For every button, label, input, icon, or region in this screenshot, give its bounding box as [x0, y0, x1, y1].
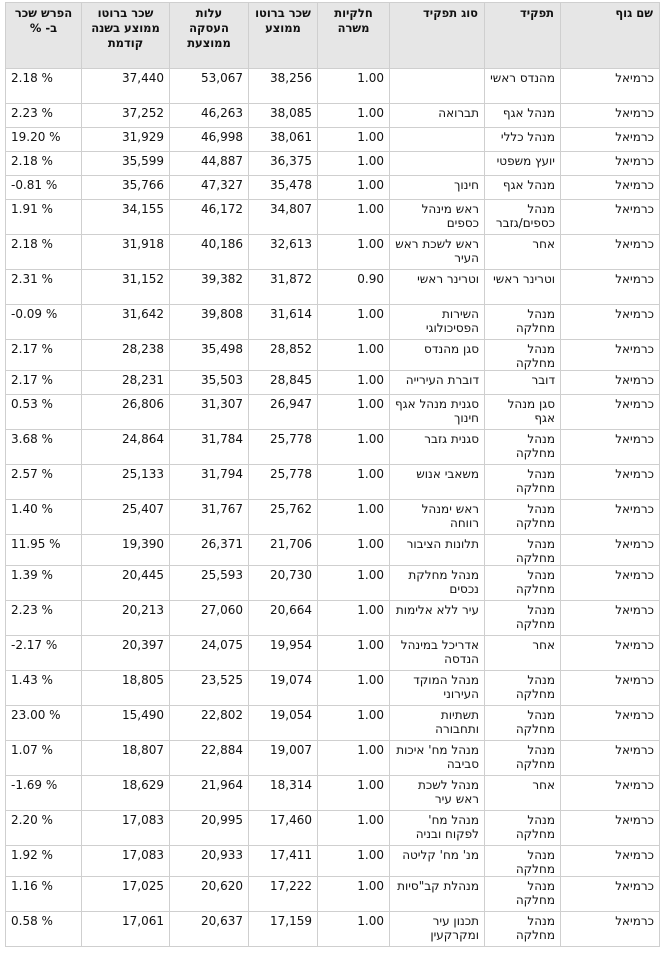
prev-avg-gross-cell: 17,061 — [82, 912, 170, 947]
position-share-cell: 1.00 — [318, 776, 390, 811]
role-cell: מנהל מחלקה — [485, 671, 561, 706]
avg-cost-cell: 31,784 — [170, 430, 249, 465]
role-cell: מנהל אגף — [485, 104, 561, 128]
body-name-cell: כרמיאל — [561, 671, 660, 706]
role-type-cell: מנהל מח' לפקוח ובניה — [390, 811, 485, 846]
body-name-cell: כרמיאל — [561, 706, 660, 741]
avg-cost-cell: 35,503 — [170, 371, 249, 395]
role-type-cell: תברואה — [390, 104, 485, 128]
avg-gross-cell: 34,807 — [249, 200, 318, 235]
position-share-cell: 1.00 — [318, 152, 390, 176]
avg-cost-cell: 24,075 — [170, 636, 249, 671]
avg-gross-cell: 19,954 — [249, 636, 318, 671]
avg-cost-cell: 46,263 — [170, 104, 249, 128]
diff-pct-cell: 2.57 % — [6, 465, 82, 500]
position-share-cell: 1.00 — [318, 128, 390, 152]
avg-gross-cell: 26,947 — [249, 395, 318, 430]
header-prev-avg-gross: שכר ברוטו ממוצע בשנה קודמת — [82, 3, 170, 69]
role-cell: מנהל מחלקה — [485, 305, 561, 340]
diff-pct-cell: 2.18 % — [6, 235, 82, 270]
prev-avg-gross-cell: 17,025 — [82, 877, 170, 912]
table-row — [6, 305, 660, 340]
prev-avg-gross-cell: 37,440 — [82, 69, 170, 104]
role-cell: מנהל מחלקה — [485, 340, 561, 371]
avg-cost-cell: 22,802 — [170, 706, 249, 741]
body-name-cell: כרמיאל — [561, 430, 660, 465]
prev-avg-gross-cell: 31,642 — [82, 305, 170, 340]
diff-pct-cell: 1.07 % — [6, 741, 82, 776]
avg-cost-cell: 31,307 — [170, 395, 249, 430]
avg-cost-cell: 25,593 — [170, 566, 249, 601]
diff-pct-cell: 2.17 % — [6, 340, 82, 371]
position-share-cell: 1.00 — [318, 500, 390, 535]
avg-cost-cell: 21,964 — [170, 776, 249, 811]
avg-gross-cell: 31,872 — [249, 270, 318, 305]
role-type-cell — [390, 152, 485, 176]
diff-pct-cell: 11.95 % — [6, 535, 82, 566]
avg-cost-cell: 53,067 — [170, 69, 249, 104]
header-role-type: סוג תפקיד — [390, 3, 485, 69]
avg-cost-cell: 46,172 — [170, 200, 249, 235]
role-cell: מנהל מחלקה — [485, 500, 561, 535]
position-share-cell: 1.00 — [318, 235, 390, 270]
position-share-cell: 1.00 — [318, 371, 390, 395]
table-row — [6, 465, 660, 500]
table-row — [6, 636, 660, 671]
table-row — [6, 776, 660, 811]
table-row — [6, 430, 660, 465]
avg-gross-cell: 38,256 — [249, 69, 318, 104]
table-row — [6, 671, 660, 706]
prev-avg-gross-cell: 20,397 — [82, 636, 170, 671]
body-name-cell: כרמיאל — [561, 741, 660, 776]
role-cell: אחר — [485, 636, 561, 671]
body-name-cell: כרמיאל — [561, 152, 660, 176]
diff-pct-cell: 2.20 % — [6, 811, 82, 846]
role-type-cell: מנהל המוקד העירוני — [390, 671, 485, 706]
avg-gross-cell: 18,314 — [249, 776, 318, 811]
role-cell: מנהל מחלקה — [485, 877, 561, 912]
avg-gross-cell: 19,007 — [249, 741, 318, 776]
prev-avg-gross-cell: 17,083 — [82, 846, 170, 877]
table-row — [6, 706, 660, 741]
position-share-cell: 1.00 — [318, 601, 390, 636]
role-type-cell: מנהל מח' איכות סביבה — [390, 741, 485, 776]
table-row — [6, 811, 660, 846]
table-row — [6, 500, 660, 535]
diff-pct-cell: -0.81 % — [6, 176, 82, 200]
diff-pct-cell: 0.58 % — [6, 912, 82, 947]
avg-gross-cell: 20,664 — [249, 601, 318, 636]
avg-cost-cell: 22,884 — [170, 741, 249, 776]
role-type-cell: תשתיות ותחבורה — [390, 706, 485, 741]
body-name-cell: כרמיאל — [561, 601, 660, 636]
position-share-cell: 1.00 — [318, 395, 390, 430]
position-share-cell: 1.00 — [318, 566, 390, 601]
avg-gross-cell: 25,778 — [249, 430, 318, 465]
role-type-cell: סגן מהנדס — [390, 340, 485, 371]
body-name-cell: כרמיאל — [561, 912, 660, 947]
table-row — [6, 395, 660, 430]
avg-cost-cell: 31,767 — [170, 500, 249, 535]
header-avg-gross: שכר ברוטו ממוצע — [249, 3, 318, 69]
role-cell: מנהל אגף — [485, 176, 561, 200]
diff-pct-cell: 2.31 % — [6, 270, 82, 305]
role-type-cell: דוברת העירייה — [390, 371, 485, 395]
avg-cost-cell: 46,998 — [170, 128, 249, 152]
table-row — [6, 152, 660, 176]
avg-cost-cell: 26,371 — [170, 535, 249, 566]
role-cell: מנהל מחלקה — [485, 535, 561, 566]
table-row — [6, 535, 660, 566]
avg-gross-cell: 25,762 — [249, 500, 318, 535]
avg-gross-cell: 17,460 — [249, 811, 318, 846]
prev-avg-gross-cell: 26,806 — [82, 395, 170, 430]
avg-gross-cell: 25,778 — [249, 465, 318, 500]
table-row — [6, 235, 660, 270]
avg-gross-cell: 36,375 — [249, 152, 318, 176]
body-name-cell: כרמיאל — [561, 69, 660, 104]
avg-gross-cell: 32,613 — [249, 235, 318, 270]
body-name-cell: כרמיאל — [561, 846, 660, 877]
avg-gross-cell: 38,085 — [249, 104, 318, 128]
body-name-cell: כרמיאל — [561, 305, 660, 340]
avg-gross-cell: 19,054 — [249, 706, 318, 741]
diff-pct-cell: 19.20 % — [6, 128, 82, 152]
position-share-cell: 1.00 — [318, 200, 390, 235]
diff-pct-cell: 2.17 % — [6, 371, 82, 395]
diff-pct-cell: 2.18 % — [6, 69, 82, 104]
role-type-cell: סגנית מנהל אגף חינוך — [390, 395, 485, 430]
avg-gross-cell: 21,706 — [249, 535, 318, 566]
avg-cost-cell: 23,525 — [170, 671, 249, 706]
avg-cost-cell: 20,637 — [170, 912, 249, 947]
role-cell: מנהל מחלקה — [485, 846, 561, 877]
position-share-cell: 1.00 — [318, 69, 390, 104]
table-row — [6, 877, 660, 912]
diff-pct-cell: -1.69 % — [6, 776, 82, 811]
position-share-cell: 1.00 — [318, 104, 390, 128]
role-cell: מנהל מחלקה — [485, 430, 561, 465]
body-name-cell: כרמיאל — [561, 128, 660, 152]
avg-gross-cell: 28,852 — [249, 340, 318, 371]
avg-cost-cell: 20,995 — [170, 811, 249, 846]
table-row — [6, 200, 660, 235]
prev-avg-gross-cell: 31,152 — [82, 270, 170, 305]
body-name-cell: כרמיאל — [561, 776, 660, 811]
diff-pct-cell: -0.09 % — [6, 305, 82, 340]
role-type-cell: תלונות הציבור — [390, 535, 485, 566]
avg-cost-cell: 39,382 — [170, 270, 249, 305]
body-name-cell: כרמיאל — [561, 877, 660, 912]
position-share-cell: 1.00 — [318, 846, 390, 877]
role-type-cell: אדריכל במינהל הנדסה — [390, 636, 485, 671]
position-share-cell: 1.00 — [318, 430, 390, 465]
diff-pct-cell: 1.43 % — [6, 671, 82, 706]
body-name-cell: כרמיאל — [561, 465, 660, 500]
avg-gross-cell: 28,845 — [249, 371, 318, 395]
diff-pct-cell: 2.18 % — [6, 152, 82, 176]
position-share-cell: 1.00 — [318, 741, 390, 776]
body-name-cell: כרמיאל — [561, 340, 660, 371]
role-type-cell: תכנון עיר ומקרקעין — [390, 912, 485, 947]
role-type-cell: חינוך — [390, 176, 485, 200]
prev-avg-gross-cell: 28,231 — [82, 371, 170, 395]
prev-avg-gross-cell: 18,805 — [82, 671, 170, 706]
table-row — [6, 128, 660, 152]
header-position-share: חלקיות משרה — [318, 3, 390, 69]
position-share-cell: 1.00 — [318, 811, 390, 846]
avg-gross-cell: 17,411 — [249, 846, 318, 877]
prev-avg-gross-cell: 31,929 — [82, 128, 170, 152]
role-cell: מנהל מחלקה — [485, 912, 561, 947]
table-body — [6, 69, 660, 947]
body-name-cell: כרמיאל — [561, 104, 660, 128]
avg-cost-cell: 40,186 — [170, 235, 249, 270]
table-row — [6, 340, 660, 371]
prev-avg-gross-cell: 17,083 — [82, 811, 170, 846]
role-cell: מנהל מחלקה — [485, 465, 561, 500]
prev-avg-gross-cell: 24,864 — [82, 430, 170, 465]
salary-table — [5, 2, 660, 947]
prev-avg-gross-cell: 37,252 — [82, 104, 170, 128]
position-share-cell: 1.00 — [318, 671, 390, 706]
role-cell: מנהל מחלקה — [485, 811, 561, 846]
position-share-cell: 1.00 — [318, 877, 390, 912]
position-share-cell: 1.00 — [318, 305, 390, 340]
avg-gross-cell: 35,478 — [249, 176, 318, 200]
body-name-cell: כרמיאל — [561, 200, 660, 235]
avg-cost-cell: 27,060 — [170, 601, 249, 636]
role-cell: מנהל מחלקה — [485, 706, 561, 741]
prev-avg-gross-cell: 20,213 — [82, 601, 170, 636]
role-cell: וטרינר ראשי — [485, 270, 561, 305]
role-type-cell: מנהלת קב"סיות — [390, 877, 485, 912]
role-type-cell: ראש מינהל כספים — [390, 200, 485, 235]
role-type-cell: ראש ימנהל רווחה — [390, 500, 485, 535]
diff-pct-cell: 23.00 % — [6, 706, 82, 741]
body-name-cell: כרמיאל — [561, 535, 660, 566]
prev-avg-gross-cell: 18,629 — [82, 776, 170, 811]
body-name-cell: כרמיאל — [561, 566, 660, 601]
prev-avg-gross-cell: 35,766 — [82, 176, 170, 200]
prev-avg-gross-cell: 25,407 — [82, 500, 170, 535]
diff-pct-cell: 1.92 % — [6, 846, 82, 877]
avg-cost-cell: 20,933 — [170, 846, 249, 877]
diff-pct-cell: 1.39 % — [6, 566, 82, 601]
position-share-cell: 1.00 — [318, 912, 390, 947]
table-row — [6, 912, 660, 947]
avg-gross-cell: 17,222 — [249, 877, 318, 912]
avg-gross-cell: 20,730 — [249, 566, 318, 601]
role-cell: מנהל כספים/גזבר — [485, 200, 561, 235]
header-body-name: שם גוף — [561, 3, 660, 69]
prev-avg-gross-cell: 25,133 — [82, 465, 170, 500]
table-row — [6, 371, 660, 395]
role-type-cell: וטרינר ראשי — [390, 270, 485, 305]
role-type-cell: עיר ללא אלימות — [390, 601, 485, 636]
position-share-cell: 1.00 — [318, 176, 390, 200]
body-name-cell: כרמיאל — [561, 395, 660, 430]
header-avg-cost: עלות העסקה ממוצעת — [170, 3, 249, 69]
avg-gross-cell: 17,159 — [249, 912, 318, 947]
role-type-cell — [390, 128, 485, 152]
avg-gross-cell: 19,074 — [249, 671, 318, 706]
body-name-cell: כרמיאל — [561, 371, 660, 395]
diff-pct-cell: 1.40 % — [6, 500, 82, 535]
diff-pct-cell: 1.16 % — [6, 877, 82, 912]
role-cell: אחר — [485, 235, 561, 270]
role-type-cell: משאבי אנוש — [390, 465, 485, 500]
header-role: תפקיד — [485, 3, 561, 69]
table-row — [6, 741, 660, 776]
position-share-cell: 1.00 — [318, 340, 390, 371]
body-name-cell: כרמיאל — [561, 270, 660, 305]
role-type-cell: סגנית גזבר — [390, 430, 485, 465]
role-cell: מנהל מחלקה — [485, 601, 561, 636]
table-row — [6, 846, 660, 877]
prev-avg-gross-cell: 20,445 — [82, 566, 170, 601]
avg-cost-cell: 47,327 — [170, 176, 249, 200]
body-name-cell: כרמיאל — [561, 176, 660, 200]
role-cell: מנהל מחלקה — [485, 566, 561, 601]
role-cell: יועץ משפטי — [485, 152, 561, 176]
table-row — [6, 104, 660, 128]
avg-cost-cell: 39,808 — [170, 305, 249, 340]
table-row — [6, 270, 660, 305]
role-cell: דובר — [485, 371, 561, 395]
diff-pct-cell: 1.91 % — [6, 200, 82, 235]
diff-pct-cell: 2.23 % — [6, 104, 82, 128]
table-row — [6, 566, 660, 601]
role-cell: סגן מנהל אגף — [485, 395, 561, 430]
prev-avg-gross-cell: 35,599 — [82, 152, 170, 176]
body-name-cell: כרמיאל — [561, 235, 660, 270]
role-type-cell — [390, 69, 485, 104]
table-row — [6, 69, 660, 104]
avg-cost-cell: 35,498 — [170, 340, 249, 371]
role-cell: מנהל מחלקה — [485, 741, 561, 776]
body-name-cell: כרמיאל — [561, 811, 660, 846]
prev-avg-gross-cell: 19,390 — [82, 535, 170, 566]
role-cell: מהנדס ראשי — [485, 69, 561, 104]
position-share-cell: 1.00 — [318, 535, 390, 566]
prev-avg-gross-cell: 31,918 — [82, 235, 170, 270]
role-type-cell: ראש לשכת ראש העיר — [390, 235, 485, 270]
diff-pct-cell: 3.68 % — [6, 430, 82, 465]
role-cell: אחר — [485, 776, 561, 811]
table-header-row — [6, 3, 660, 69]
prev-avg-gross-cell: 18,807 — [82, 741, 170, 776]
position-share-cell: 1.00 — [318, 465, 390, 500]
avg-cost-cell: 20,620 — [170, 877, 249, 912]
diff-pct-cell: 2.23 % — [6, 601, 82, 636]
role-type-cell: מנהל מחלקת נכסים — [390, 566, 485, 601]
prev-avg-gross-cell: 28,238 — [82, 340, 170, 371]
position-share-cell: 0.90 — [318, 270, 390, 305]
body-name-cell: כרמיאל — [561, 636, 660, 671]
avg-cost-cell: 44,887 — [170, 152, 249, 176]
position-share-cell: 1.00 — [318, 636, 390, 671]
position-share-cell: 1.00 — [318, 706, 390, 741]
prev-avg-gross-cell: 34,155 — [82, 200, 170, 235]
avg-gross-cell: 31,614 — [249, 305, 318, 340]
body-name-cell: כרמיאל — [561, 500, 660, 535]
avg-cost-cell: 31,794 — [170, 465, 249, 500]
table-row — [6, 176, 660, 200]
role-type-cell: מנהל לשכת ראש עיר — [390, 776, 485, 811]
avg-gross-cell: 38,061 — [249, 128, 318, 152]
role-type-cell: מנ' מח' קליטה — [390, 846, 485, 877]
role-cell: מנהל כללי — [485, 128, 561, 152]
diff-pct-cell: -2.17 % — [6, 636, 82, 671]
prev-avg-gross-cell: 15,490 — [82, 706, 170, 741]
role-type-cell: השירות הפסיכולוגי — [390, 305, 485, 340]
header-diff-pct: הפרש שכר ב- % — [6, 3, 82, 69]
table-row — [6, 601, 660, 636]
diff-pct-cell: 0.53 % — [6, 395, 82, 430]
